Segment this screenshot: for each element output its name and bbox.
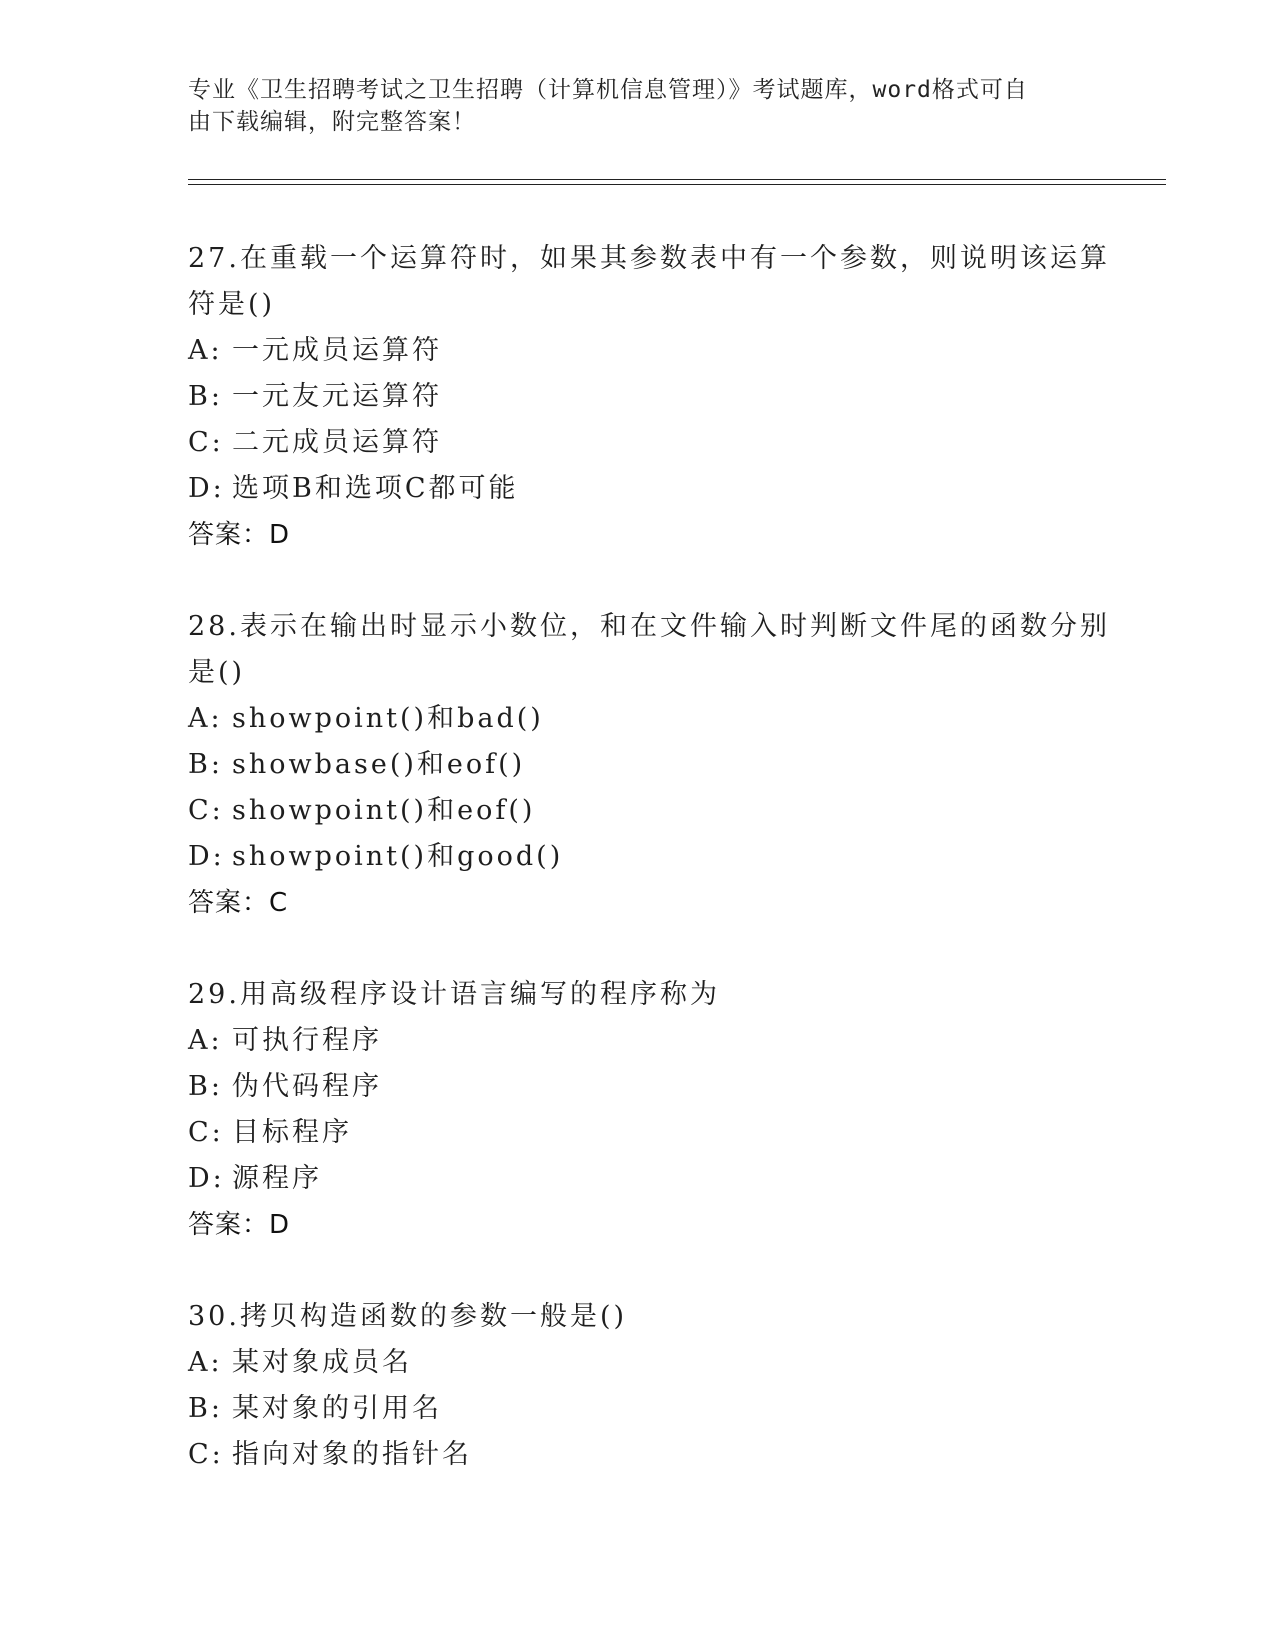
option-letter: B: — [188, 1071, 223, 1102]
option-letter: D: — [188, 841, 225, 872]
option-a — [188, 1340, 1088, 1386]
option-text: 伪代码程序 — [232, 1071, 382, 1102]
header-divider-top — [188, 179, 1166, 180]
option-b — [188, 1386, 1088, 1432]
option-d — [188, 1156, 1088, 1202]
option-text: 二元成员运算符 — [232, 427, 442, 458]
option-letter: A: — [188, 703, 223, 734]
option-letter: C: — [188, 795, 224, 826]
option-letter: A: — [188, 1025, 223, 1056]
option-b — [188, 1064, 1088, 1110]
answer-label: 答案：C — [188, 888, 289, 918]
question-stem: 30.拷贝构造函数的参数一般是() — [188, 1301, 628, 1332]
question-stem: 28.表示在输出时显示小数位，和在文件输入时判断文件尾的函数分别 — [188, 611, 1110, 642]
option-letter: B: — [188, 1393, 223, 1424]
question-27 — [188, 236, 1110, 558]
option-letter: B: — [188, 749, 223, 780]
option-text: showpoint()和bad() — [232, 703, 544, 734]
option-letter: C: — [188, 427, 224, 458]
question-stem-continued: 符是() — [188, 289, 276, 320]
option-b — [188, 374, 1088, 420]
option-text: showpoint()和good() — [232, 841, 564, 872]
option-a — [188, 328, 1088, 374]
header-divider-bottom — [188, 184, 1166, 185]
option-b — [188, 742, 1088, 788]
option-text: showbase()和eof() — [232, 749, 526, 780]
option-c — [188, 420, 1088, 466]
question-30 — [188, 1294, 1088, 1478]
option-a — [188, 1018, 1088, 1064]
option-letter: A: — [188, 1347, 223, 1378]
option-text: 指向对象的指针名 — [232, 1439, 472, 1470]
question-29 — [188, 972, 1088, 1248]
option-text: 源程序 — [232, 1163, 322, 1194]
question-28 — [188, 604, 1110, 926]
question-stem: 29.用高级程序设计语言编写的程序称为 — [188, 979, 720, 1010]
option-text: 一元友元运算符 — [232, 381, 442, 412]
option-text: showpoint()和eof() — [232, 795, 536, 826]
option-letter: D: — [188, 473, 225, 504]
question-stem: 27.在重载一个运算符时，如果其参数表中有一个参数，则说明该运算 — [188, 243, 1110, 274]
question-stem-continued: 是() — [188, 657, 246, 688]
option-c — [188, 788, 1088, 834]
option-text: 某对象成员名 — [232, 1347, 412, 1378]
option-text: 选项B和选项C都可能 — [232, 473, 519, 504]
option-c — [188, 1432, 1088, 1478]
option-text: 某对象的引用名 — [232, 1393, 442, 1424]
answer-label: 答案：D — [188, 520, 291, 550]
option-a — [188, 696, 1088, 742]
option-letter: C: — [188, 1117, 224, 1148]
option-c — [188, 1110, 1088, 1156]
header-line-1: 专业《卫生招聘考试之卫生招聘（计算机信息管理）》考试题库，word格式可自 — [188, 77, 1028, 103]
option-text: 目标程序 — [232, 1117, 352, 1148]
option-letter: B: — [188, 381, 223, 412]
option-d — [188, 466, 1088, 512]
option-text: 可执行程序 — [232, 1025, 382, 1056]
option-letter: C: — [188, 1439, 224, 1470]
option-letter: A: — [188, 335, 223, 366]
option-letter: D: — [188, 1163, 225, 1194]
header-line-2: 由下载编辑，附完整答案！ — [188, 109, 476, 135]
option-text: 一元成员运算符 — [232, 335, 442, 366]
option-d — [188, 834, 1088, 880]
answer-label: 答案：D — [188, 1210, 291, 1240]
document-header — [188, 74, 1068, 138]
